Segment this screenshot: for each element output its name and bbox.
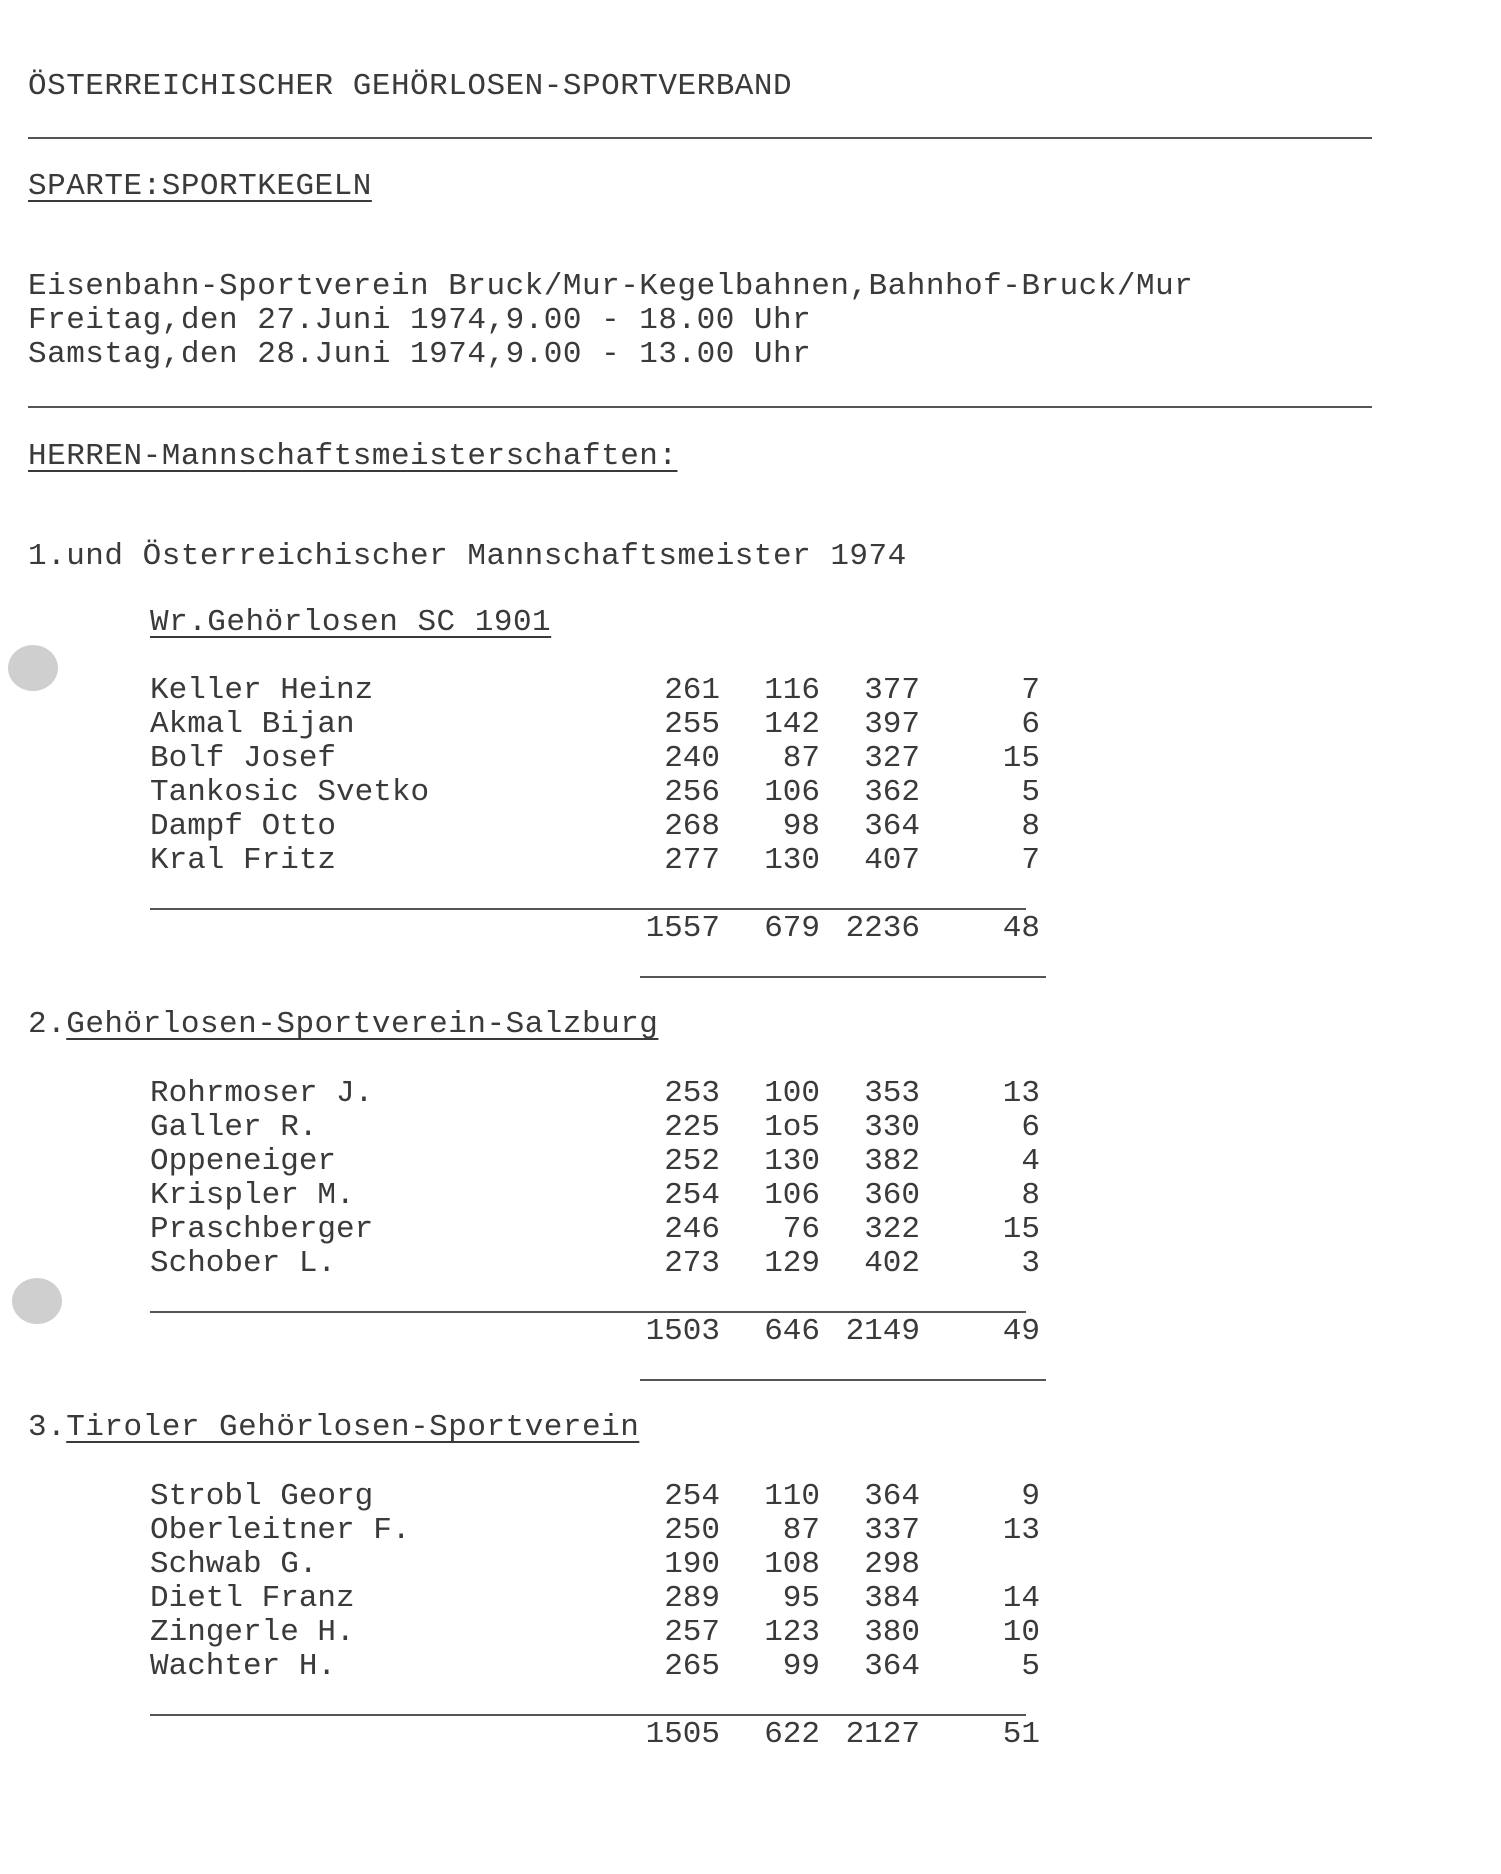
table-row bbox=[150, 1650, 1050, 1684]
score-v2: 116 bbox=[764, 673, 820, 708]
team1-place-label: 1.und Österreichischer Mannschaftsmeister 1974 bbox=[28, 539, 907, 574]
table-row bbox=[150, 1616, 1050, 1650]
player-name: Bolf Josef bbox=[150, 741, 337, 776]
score-v1: 265 bbox=[664, 1649, 720, 1684]
table-row bbox=[150, 1077, 1050, 1111]
score-fehler: 5 bbox=[1021, 1649, 1040, 1684]
score-v2: 142 bbox=[764, 707, 820, 742]
score-v2: 108 bbox=[764, 1547, 820, 1582]
score-total: 377 bbox=[864, 673, 920, 708]
player-name: Galler R. bbox=[150, 1110, 318, 1145]
team2-name: Gehörlosen-Sportverein-Salzburg bbox=[66, 1007, 659, 1042]
total-v2: 646 bbox=[764, 1314, 820, 1349]
score-v2: 110 bbox=[764, 1479, 820, 1514]
table-row bbox=[150, 742, 1050, 776]
header-divider bbox=[28, 137, 1372, 139]
event-day-1: Freitag,den 27.Juni 1974,9.00 - 18.00 Uhr bbox=[28, 303, 812, 338]
score-v1: 240 bbox=[664, 741, 720, 776]
player-name: Schwab G. bbox=[150, 1547, 318, 1582]
score-v1: 256 bbox=[664, 775, 720, 810]
score-v2: 1o5 bbox=[764, 1110, 820, 1145]
table-row bbox=[150, 1582, 1050, 1616]
score-v1: 261 bbox=[664, 673, 720, 708]
table-row bbox=[150, 674, 1050, 708]
total-v2: 622 bbox=[764, 1717, 820, 1752]
score-total: 327 bbox=[864, 741, 920, 776]
score-fehler: 7 bbox=[1021, 843, 1040, 878]
score-fehler: 10 bbox=[1002, 1615, 1040, 1650]
table-row bbox=[150, 1111, 1050, 1145]
team3-sum-line bbox=[150, 1714, 1026, 1716]
score-total: 364 bbox=[864, 809, 920, 844]
score-total: 353 bbox=[864, 1076, 920, 1111]
score-v2: 106 bbox=[764, 1178, 820, 1213]
score-v1: 225 bbox=[664, 1110, 720, 1145]
punch-hole-top bbox=[8, 645, 58, 691]
score-v2: 130 bbox=[764, 843, 820, 878]
team2-end-line bbox=[640, 1379, 1046, 1381]
table-row bbox=[150, 708, 1050, 742]
table-row bbox=[150, 1514, 1050, 1548]
score-total: 298 bbox=[864, 1547, 920, 1582]
score-fehler: 13 bbox=[1002, 1076, 1040, 1111]
score-total: 382 bbox=[864, 1144, 920, 1179]
table-row bbox=[150, 844, 1050, 878]
score-fehler: 15 bbox=[1002, 1212, 1040, 1247]
table-row bbox=[150, 1247, 1050, 1281]
total-v1: 1505 bbox=[645, 1717, 720, 1752]
score-v2: 87 bbox=[782, 741, 820, 776]
score-fehler: 7 bbox=[1021, 673, 1040, 708]
score-v2: 95 bbox=[782, 1581, 820, 1616]
score-v2: 130 bbox=[764, 1144, 820, 1179]
total-fehler: 48 bbox=[1002, 911, 1040, 946]
score-fehler: 15 bbox=[1002, 741, 1040, 776]
score-v1: 277 bbox=[664, 843, 720, 878]
score-total: 407 bbox=[864, 843, 920, 878]
score-total: 362 bbox=[864, 775, 920, 810]
score-v1: 253 bbox=[664, 1076, 720, 1111]
team2-place: 2. bbox=[28, 1007, 67, 1042]
score-total: 380 bbox=[864, 1615, 920, 1650]
score-v1: 190 bbox=[664, 1547, 720, 1582]
total-total: 2236 bbox=[845, 911, 920, 946]
player-name: Oppeneiger bbox=[150, 1144, 337, 1179]
score-total: 330 bbox=[864, 1110, 920, 1145]
score-fehler: 6 bbox=[1021, 1110, 1040, 1145]
total-total: 2149 bbox=[845, 1314, 920, 1349]
score-v1: 289 bbox=[664, 1581, 720, 1616]
punch-hole-bottom bbox=[12, 1278, 62, 1324]
score-fehler: 8 bbox=[1021, 1178, 1040, 1213]
total-fehler: 51 bbox=[1002, 1717, 1040, 1752]
score-fehler: 8 bbox=[1021, 809, 1040, 844]
score-total: 360 bbox=[864, 1178, 920, 1213]
team2-heading bbox=[28, 1008, 658, 1042]
team2-sum-line bbox=[150, 1311, 1026, 1313]
score-fehler: 9 bbox=[1021, 1479, 1040, 1514]
table-row bbox=[150, 810, 1050, 844]
score-total: 397 bbox=[864, 707, 920, 742]
sparte-label: SPARTE:SPORTKEGELN bbox=[28, 169, 372, 204]
score-v2: 99 bbox=[782, 1649, 820, 1684]
team1-end-line bbox=[640, 976, 1046, 978]
team3-totals-row bbox=[150, 1718, 1050, 1752]
score-v1: 250 bbox=[664, 1513, 720, 1548]
score-v2: 100 bbox=[764, 1076, 820, 1111]
score-v2: 106 bbox=[764, 775, 820, 810]
score-v2: 129 bbox=[764, 1246, 820, 1281]
score-v1: 252 bbox=[664, 1144, 720, 1179]
team1-sum-line bbox=[150, 908, 1026, 910]
player-name: Praschberger bbox=[150, 1212, 374, 1247]
score-v2: 98 bbox=[782, 809, 820, 844]
table-row bbox=[150, 1179, 1050, 1213]
team3-name: Tiroler Gehörlosen-Sportverein bbox=[66, 1410, 640, 1445]
player-name: Strobl Georg bbox=[150, 1479, 374, 1514]
total-total: 2127 bbox=[845, 1717, 920, 1752]
table-row bbox=[150, 1213, 1050, 1247]
score-v1: 255 bbox=[664, 707, 720, 742]
event-day-2: Samstag,den 28.Juni 1974,9.00 - 13.00 Uhr bbox=[28, 337, 812, 372]
score-total: 364 bbox=[864, 1649, 920, 1684]
score-fehler: 6 bbox=[1021, 707, 1040, 742]
score-v1: 254 bbox=[664, 1178, 720, 1213]
section-title: HERREN-Mannschaftsmeisterschaften: bbox=[28, 439, 678, 474]
score-total: 364 bbox=[864, 1479, 920, 1514]
total-v2: 679 bbox=[764, 911, 820, 946]
score-v1: 254 bbox=[664, 1479, 720, 1514]
player-name: Schober L. bbox=[150, 1246, 337, 1281]
table-row bbox=[150, 1145, 1050, 1179]
score-total: 384 bbox=[864, 1581, 920, 1616]
team3-place: 3. bbox=[28, 1410, 67, 1445]
score-v2: 87 bbox=[782, 1513, 820, 1548]
total-v1: 1557 bbox=[645, 911, 720, 946]
player-name: Keller Heinz bbox=[150, 673, 374, 708]
team3-heading bbox=[28, 1411, 639, 1445]
event-venue: Eisenbahn-Sportverein Bruck/Mur-Kegelbahnen,Bahnhof-Bruck/Mur bbox=[28, 269, 1194, 304]
score-total: 402 bbox=[864, 1246, 920, 1281]
score-v2: 123 bbox=[764, 1615, 820, 1650]
event-divider bbox=[28, 406, 1372, 408]
score-v1: 268 bbox=[664, 809, 720, 844]
score-v1: 246 bbox=[664, 1212, 720, 1247]
organization-title: ÖSTERREICHISCHER GEHÖRLOSEN-SPORTVERBAND bbox=[28, 69, 793, 104]
score-fehler: 14 bbox=[1002, 1581, 1040, 1616]
player-name: Akmal Bijan bbox=[150, 707, 355, 742]
player-name: Rohrmoser J. bbox=[150, 1076, 374, 1111]
player-name: Dampf Otto bbox=[150, 809, 337, 844]
score-fehler: 13 bbox=[1002, 1513, 1040, 1548]
player-name: Dietl Franz bbox=[150, 1581, 355, 1616]
table-row bbox=[150, 1548, 1050, 1582]
player-name: Tankosic Svetko bbox=[150, 775, 430, 810]
score-fehler: 4 bbox=[1021, 1144, 1040, 1179]
table-row bbox=[150, 776, 1050, 810]
score-fehler: 3 bbox=[1021, 1246, 1040, 1281]
team1-name: Wr.Gehörlosen SC 1901 bbox=[150, 605, 552, 640]
total-v1: 1503 bbox=[645, 1314, 720, 1349]
table-row bbox=[150, 1480, 1050, 1514]
player-name: Krispler M. bbox=[150, 1178, 355, 1213]
score-total: 322 bbox=[864, 1212, 920, 1247]
total-fehler: 49 bbox=[1002, 1314, 1040, 1349]
player-name: Zingerle H. bbox=[150, 1615, 355, 1650]
player-name: Kral Fritz bbox=[150, 843, 337, 878]
score-total: 337 bbox=[864, 1513, 920, 1548]
player-name: Oberleitner F. bbox=[150, 1513, 411, 1548]
score-v1: 273 bbox=[664, 1246, 720, 1281]
score-fehler: 5 bbox=[1021, 775, 1040, 810]
player-name: Wachter H. bbox=[150, 1649, 337, 1684]
score-v2: 76 bbox=[782, 1212, 820, 1247]
team1-totals-row bbox=[150, 912, 1050, 946]
team2-totals-row bbox=[150, 1315, 1050, 1349]
score-v1: 257 bbox=[664, 1615, 720, 1650]
